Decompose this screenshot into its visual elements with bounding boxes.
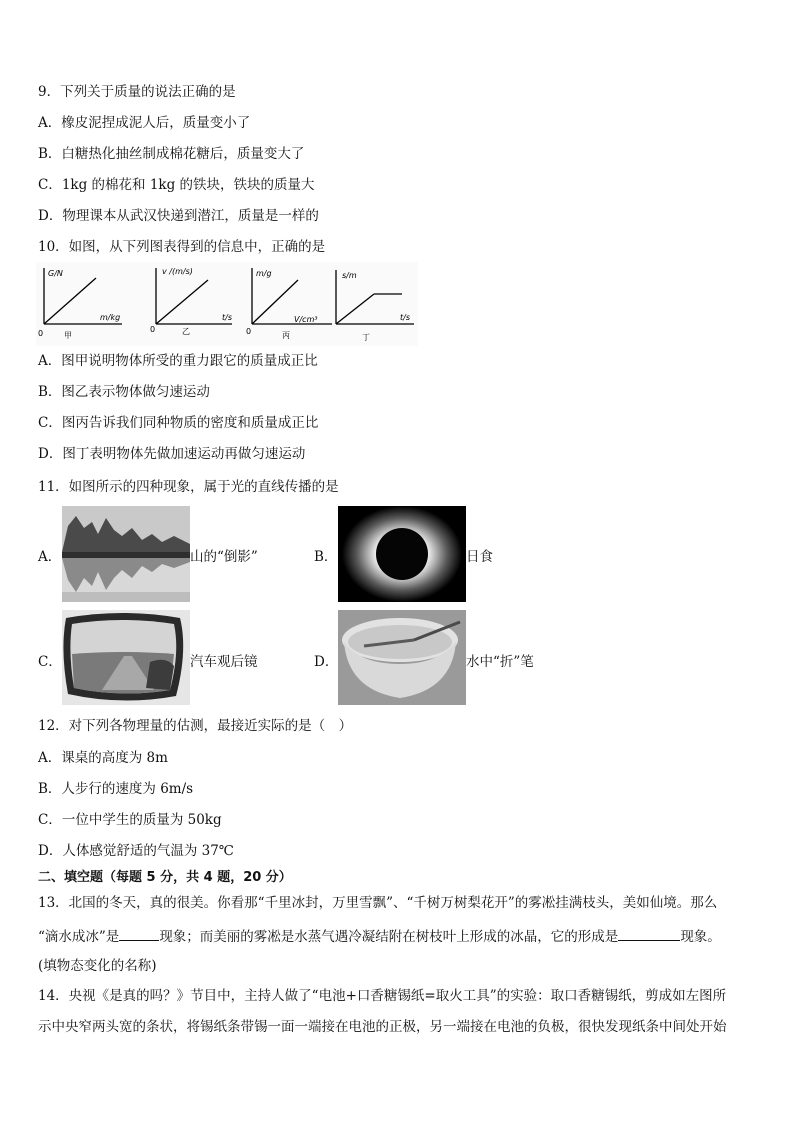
- graph-yi-ylabel: v /(m/s): [162, 267, 193, 276]
- q11-option-c-label: C．: [38, 654, 62, 670]
- q11-option-b-label: B．: [314, 549, 338, 565]
- q13-line2-part2: 现象；而美丽的雾凇是水蒸气遇冷凝结附在树枝叶上形成的冰晶，它的形成是: [159, 929, 619, 945]
- graph-yi-caption: 乙: [182, 327, 190, 336]
- q11-stem: 11．如图所示的四种现象，属于光的直线传播的是: [38, 479, 339, 495]
- q13-line2-part1: “滴水成冰”是: [38, 929, 120, 945]
- graph-jia-xlabel: m/kg: [100, 313, 121, 322]
- q12-option-d: D．人体感觉舒适的气温为 37℃: [38, 843, 234, 859]
- graph-yi-xlabel: t/s: [222, 313, 232, 322]
- q9-option-d: D．物理课本从武汉快递到潜江，质量是一样的: [38, 208, 319, 224]
- q13-line3: (填物态变化的名称): [38, 958, 157, 974]
- graph-bing-xlabel: V/cm³: [294, 315, 318, 324]
- q12-option-a: A．课桌的高度为 8m: [38, 750, 168, 766]
- q9-option-c: C．1kg 的棉花和 1kg 的铁块，铁块的质量大: [38, 177, 315, 193]
- q13-line2-part3: 现象。: [680, 929, 721, 945]
- q10-graphs: [36, 262, 418, 346]
- q11-option-b-caption: 日食: [466, 549, 493, 565]
- section-title: 二、填空题（每题 5 分，共 4 题，20 分）: [38, 870, 292, 885]
- graph-jia-origin: 0: [38, 329, 44, 338]
- q14-line2: 示中央窄两头宽的条状，将锡纸条带锡一面一端接在电池的正极，另一端接在电池的负极，很快发现纸条中间处开始: [38, 1019, 727, 1035]
- q11-option-d-caption: 水中“折”笔: [466, 654, 534, 670]
- q10-stem: 10．如图，从下列图表得到的信息中，正确的是: [38, 239, 326, 255]
- q11-option-a-caption: 山的“倒影”: [190, 549, 258, 565]
- q9-option-b: B．白糖热化抽丝制成棉花糖后，质量变大了: [38, 146, 305, 162]
- graph-bing-caption: 丙: [282, 331, 290, 340]
- mountain-reflection-image: [62, 506, 190, 602]
- q12-option-b: B．人步行的速度为 6m/s: [38, 781, 194, 797]
- graph-bing-origin: 0: [246, 327, 252, 336]
- q12-option-c: C．一位中学生的质量为 50kg: [38, 812, 222, 828]
- graph-jia-caption: 甲: [64, 331, 72, 340]
- q13-line1: 13．北国的冬天，真的很美。你看那“千里冰封，万里雪飘”、“千树万树梨花开”的雾凇挂满枝头，美如仙境。那么: [38, 895, 718, 911]
- solar-eclipse-image: [338, 506, 466, 602]
- q14-line1: 14．央视《是真的吗？》节目中，主持人做了“电池+口香糖锡纸=取火工具”的实验：取口香糖锡纸，剪成如左图所: [38, 988, 727, 1004]
- q11-option-d-label: D．: [314, 654, 339, 670]
- car-mirror-image: [62, 610, 190, 705]
- answer-blank-2[interactable]: [618, 926, 680, 941]
- q9-option-a: A．橡皮泥捏成泥人后，质量变小了: [38, 115, 251, 131]
- graph-ding-caption: 丁: [362, 333, 370, 342]
- q11-option-a-label: A．: [38, 549, 62, 565]
- answer-blank-1[interactable]: [119, 926, 159, 941]
- q10-option-a: A．图甲说明物体所受的重力跟它的质量成正比: [38, 353, 318, 369]
- q10-option-c: C．图丙告诉我们同种物质的密度和质量成正比: [38, 415, 319, 431]
- q12-stem: 12．对下列各物理量的估测，最接近实际的是（ ）: [38, 718, 353, 734]
- q13-line2: [38, 926, 721, 946]
- q10-option-d: D．图丁表明物体先做加速运动再做匀速运动: [38, 446, 306, 462]
- bent-pen-in-water-image: [338, 610, 466, 705]
- graph-jia-ylabel: G/N: [48, 269, 63, 278]
- q11-option-c-caption: 汽车观后镜: [190, 654, 258, 670]
- q10-option-b: B．图乙表示物体做匀速运动: [38, 384, 210, 400]
- graph-ding-xlabel: t/s: [400, 313, 410, 322]
- graph-bing-ylabel: m/g: [256, 269, 272, 278]
- graph-yi-origin: 0: [150, 325, 156, 334]
- graph-ding-ylabel: s/m: [342, 271, 357, 280]
- q9-stem: 9．下列关于质量的说法正确的是: [38, 84, 236, 100]
